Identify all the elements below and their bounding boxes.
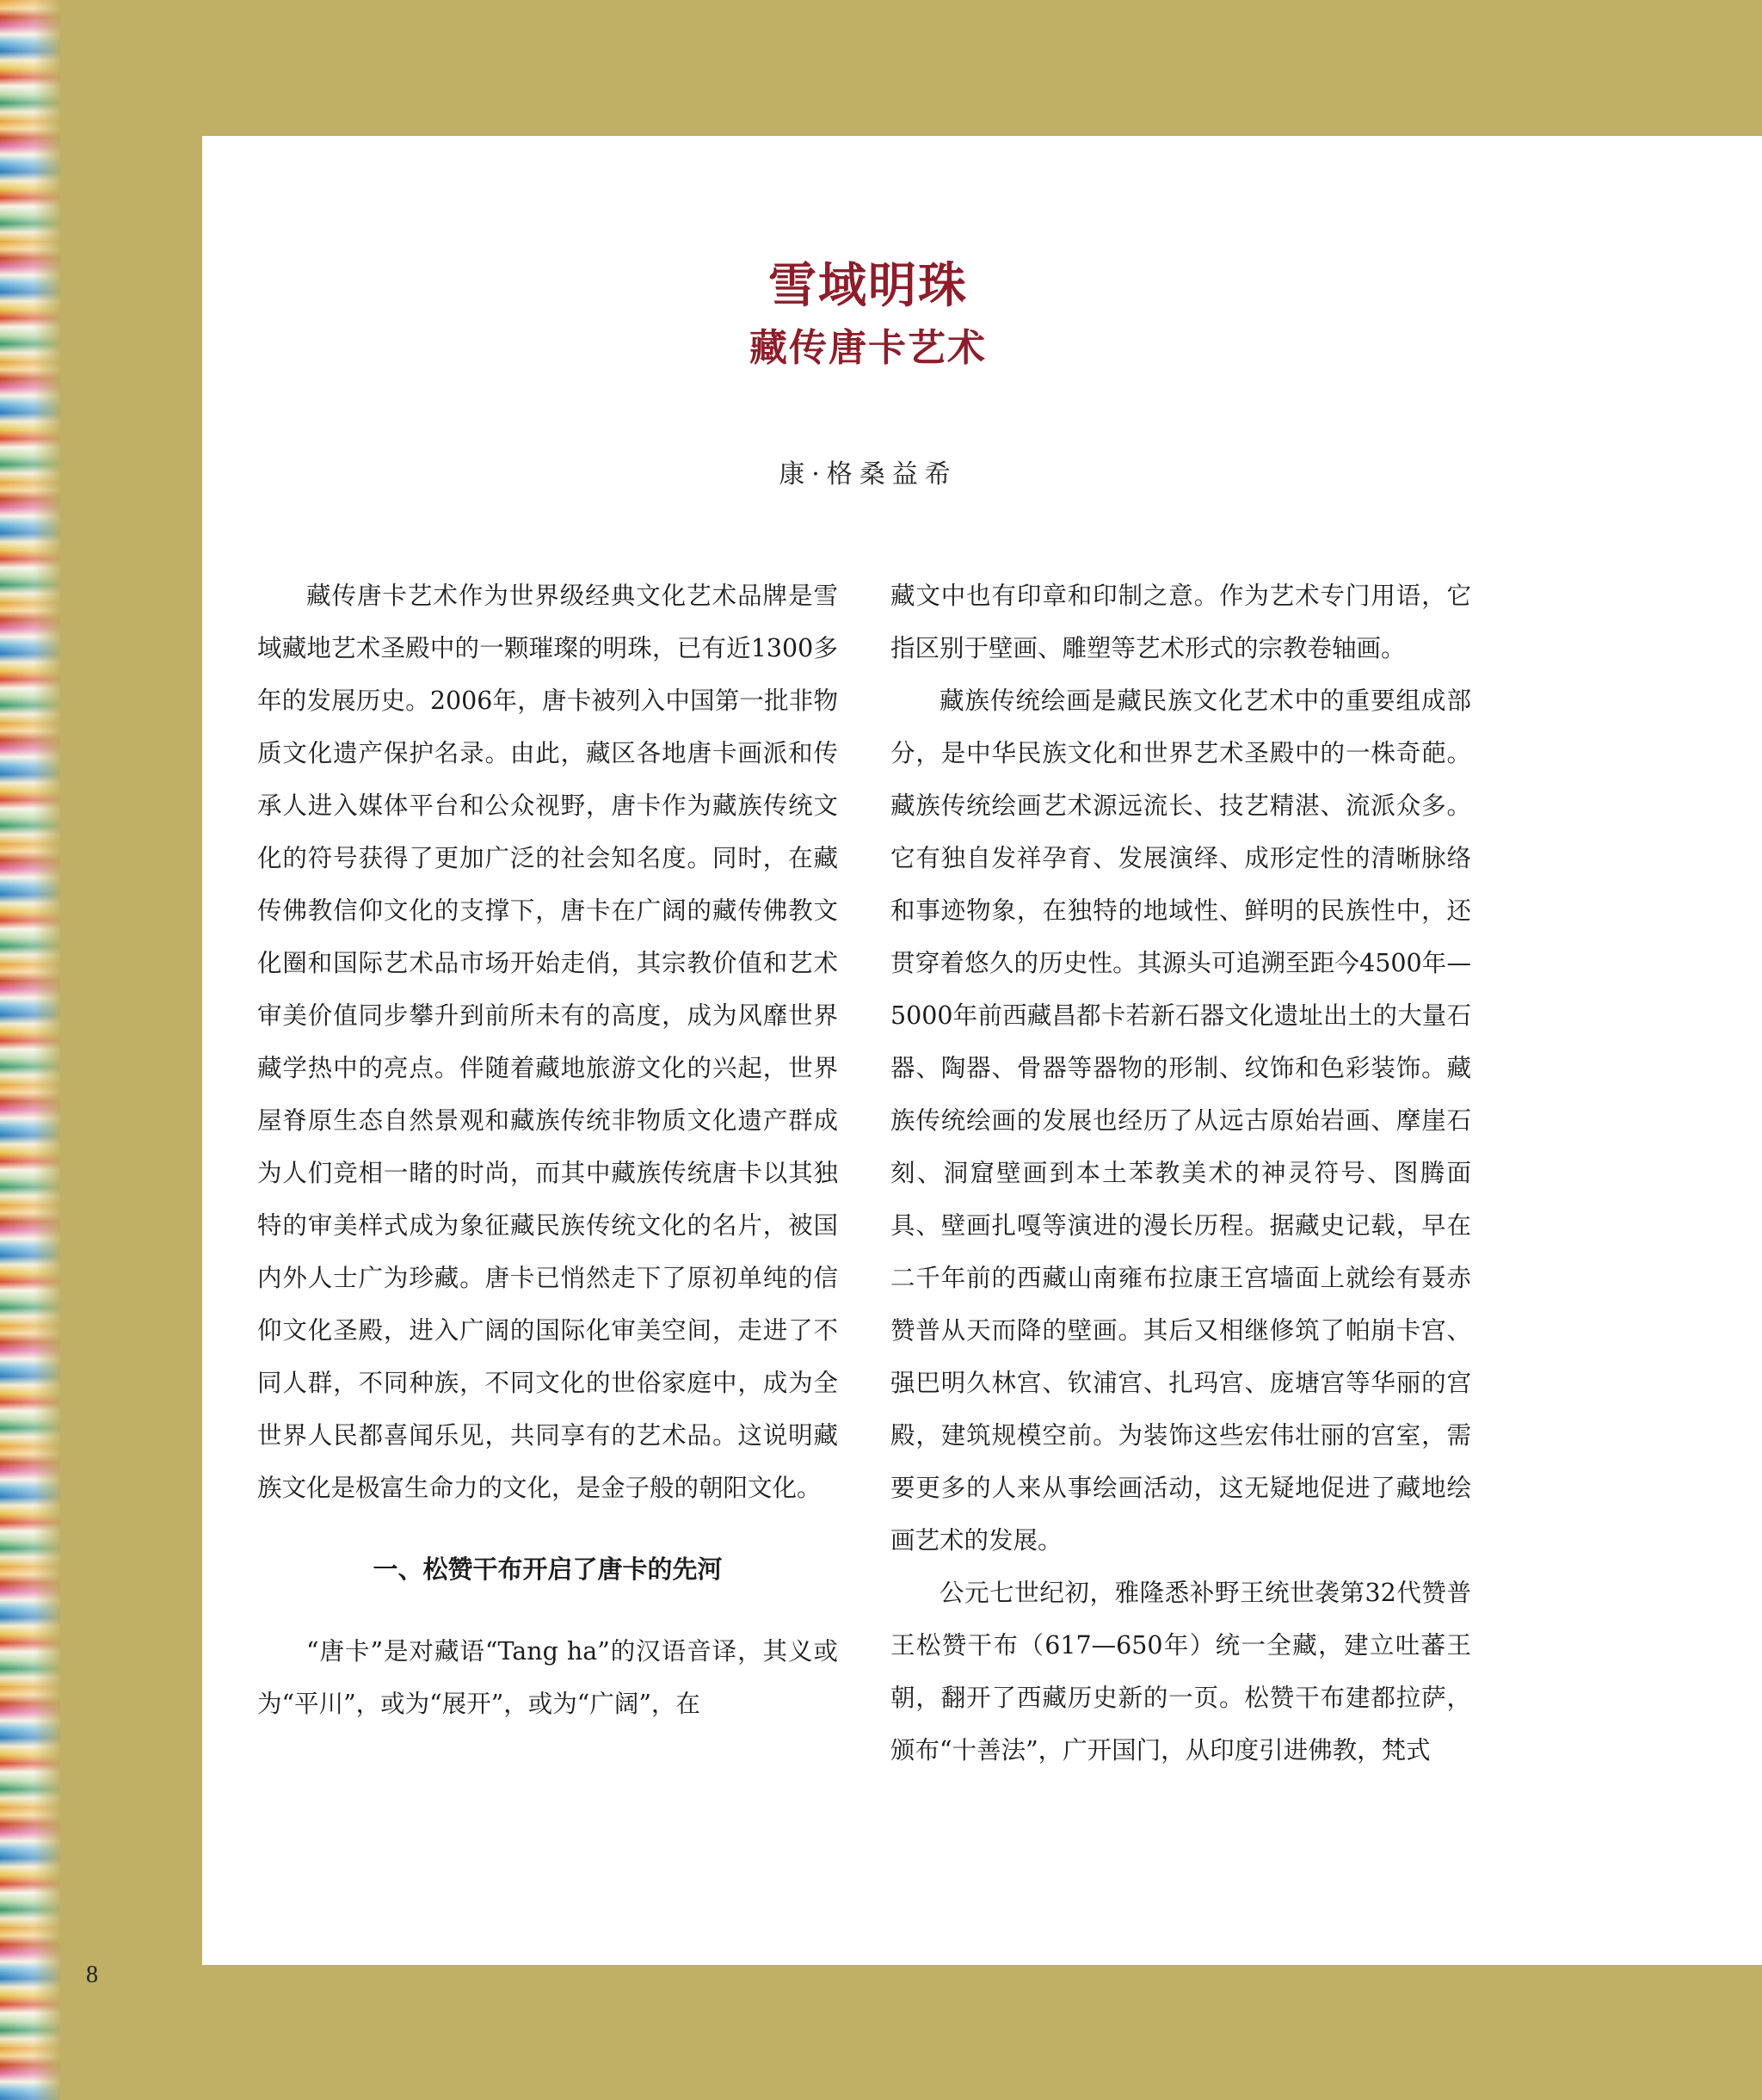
left-column bbox=[257, 570, 838, 1730]
section-heading: 一、松赞干布开启了唐卡的先河 bbox=[373, 1555, 723, 1584]
decorative-border-strip bbox=[0, 0, 60, 2100]
article-subtitle: 藏传唐卡艺术 bbox=[749, 326, 987, 370]
right-column bbox=[890, 570, 1471, 1777]
page-body bbox=[202, 136, 1762, 1965]
article-author: 康·格桑益希 bbox=[779, 459, 958, 490]
right-paragraph-2: 藏族传统绘画是藏民族文化艺术中的重要组成部分，是中华民族文化和世界艺术圣殿中的一株奇葩。藏族传统绘画艺术源远流长、技艺精湛、流派众多。它有独自发祥孕育、发展演绎、成形定性的清晰脉络和事迹物象，在独特的地域性、鲜明的民族性中，还贯穿着悠久的历史性。其源头可追溯至距今4500年—5000年前西藏昌都卡若新石器文化遗址出土的大量石器、陶器、骨器等器物的形制、纹饰和色彩装饰。藏族传统绘画的发展也经历了从远古原始岩画、摩崖石刻、洞窟壁画到本土苯教美术的神灵符号、图腾面具、壁画扎嘎等演进的漫长历程。据藏史记载，早在二千年前的西藏山南雍布拉康王宫墙面上就绘有聂赤赞普从天而降的壁画。其后又相继修筑了帕崩卡宫、强巴明久林宫、钦浦宫、扎玛宫、庞塘宫等华丽的宫殿，建筑规模空前。为装饰这些宏伟壮丽的宫室，需要更多的人来从事绘画活动，这无疑地促进了藏地绘画艺术的发展。 bbox=[890, 687, 1471, 1555]
page-number: 8 bbox=[86, 1961, 98, 1988]
right-paragraph-3: 公元七世纪初，雅隆悉补野王统世袭第32代赞普王松赞干布（617—650年）统一全藏，建立吐蕃王朝，翻开了西藏历史新的一页。松赞干布建都拉萨，颁布“十善法”，广开国门，从印度引进佛教，梵式 bbox=[890, 1579, 1471, 1764]
article-title: 雪域明珠 bbox=[768, 257, 968, 314]
left-paragraph-2: “唐卡”是对藏语“Tang ha”的汉语音译，其义或为“平川”，或为“展开”，或为“广阔”，在 bbox=[257, 1637, 838, 1718]
left-paragraph-1: 藏传唐卡艺术作为世界级经典文化艺术品牌是雪域藏地艺术圣殿中的一颗璀璨的明珠，已有近1300多年的发展历史。2006年，唐卡被列入中国第一批非物质文化遗产保护名录。由此，藏区各地唐卡画派和传承人进入媒体平台和公众视野，唐卡作为藏族传统文化的符号获得了更加广泛的社会知名度。同时，在藏传佛教信仰文化的支撑下，唐卡在广阔的藏传佛教文化圈和国际艺术品市场开始走俏，其宗教价值和艺术审美价值同步攀升到前所未有的高度，成为风靡世界藏学热中的亮点。伴随着藏地旅游文化的兴起，世界屋脊原生态自然景观和藏族传统非物质文化遗产群成为人们竞相一睹的时尚，而其中藏族传统唐卡以其独特的审美样式成为象征藏民族传统文化的名片，被国内外人士广为珍藏。唐卡已悄然走下了原初单纯的信仰文化圣殿，进入广阔的国际化审美空间，走进了不同人群，不同种族，不同文化的世俗家庭中，成为全世界人民都喜闻乐见，共同享有的艺术品。这说明藏族文化是极富生命力的文化，是金子般的朝阳文化。 bbox=[257, 582, 838, 1502]
right-paragraph-1: 藏文中也有印章和印制之意。作为艺术专门用语，它指区别于壁画、雕塑等艺术形式的宗教卷轴画。 bbox=[890, 582, 1471, 662]
